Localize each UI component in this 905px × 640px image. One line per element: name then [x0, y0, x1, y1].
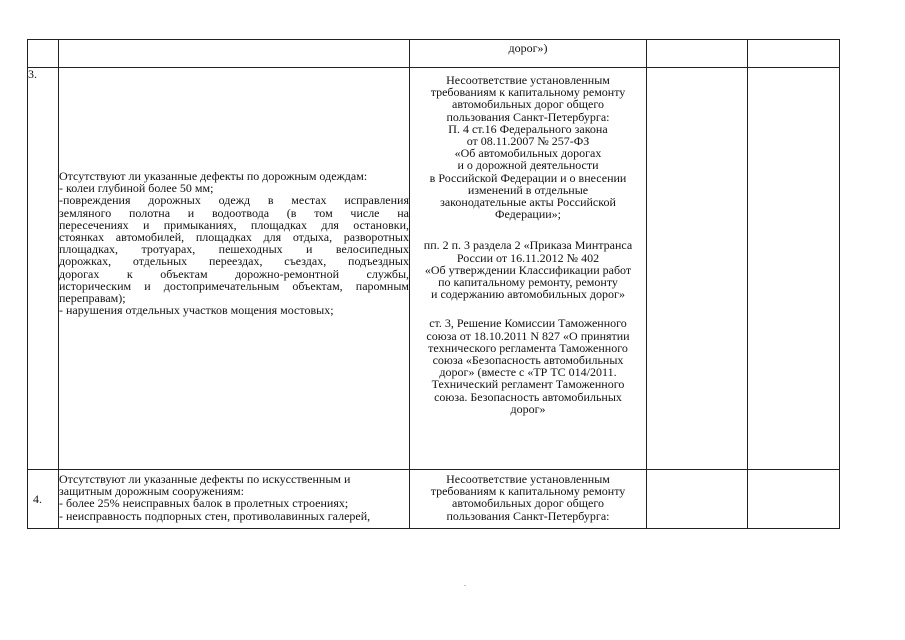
requirement-line: от 08.11.2007 № 257-ФЗ	[466, 134, 590, 149]
question-line: - колеи глубиной более 50 мм;	[59, 181, 214, 196]
row-number: 4.	[33, 491, 42, 506]
requirement-line: «Об автомобильных дорогах	[454, 146, 602, 161]
row-number-cell	[28, 40, 59, 68]
question-text	[59, 170, 409, 316]
question-cell	[59, 68, 410, 470]
question-line: Отсутствуют ли указанные дефекты по дорожным одеждам:	[59, 169, 368, 183]
requirement-line: дорог»	[510, 401, 546, 416]
requirement-line: Федерации»;	[494, 207, 561, 222]
requirement-block-1	[410, 473, 646, 522]
requirement-line: дорог» (вместе с «ТР ТС 014/2011.	[439, 365, 617, 380]
question-line: переправам);	[59, 291, 126, 306]
question-cell	[59, 40, 410, 68]
question-line: - более 25% неисправных балок в пролетных строениях;	[59, 496, 349, 511]
table-row	[28, 68, 840, 470]
table-row	[28, 40, 840, 68]
requirement-line: П. 4 ст.16 Федерального закона	[448, 121, 608, 136]
requirement-line: требованиям к капитальному ремонту	[430, 484, 626, 499]
empty-cell	[647, 470, 748, 529]
question-text	[59, 473, 409, 522]
question-line: земляного полотна и водоотвода (в том числе на	[59, 205, 409, 220]
requirement-line: и содержанию автомобильных дорог»	[431, 287, 625, 302]
requirement-line: и о дорожной деятельности	[457, 158, 599, 173]
requirement-block-1	[410, 74, 646, 220]
question-line: дорогах к объектам дорожно-ремонтной службы,	[59, 266, 409, 281]
requirement-line: по капитальному ремонту, ремонту	[438, 275, 618, 290]
requirement-cell	[410, 68, 647, 470]
question-line: историческим и достопримечательным объектам, паромным	[59, 278, 409, 293]
requirement-line: ст. 3, Решение Комиссии Таможенного	[429, 316, 627, 331]
requirement-line: Несоответствие установленным	[446, 73, 610, 87]
requirement-line: союза от 18.10.2011 N 827 «О принятии	[426, 328, 630, 343]
table-row	[28, 470, 840, 529]
requirement-line: Несоответствие установленным	[446, 472, 610, 486]
empty-cell	[748, 68, 840, 470]
requirements-table	[27, 39, 840, 529]
scan-speck: .	[464, 579, 466, 588]
question-line: - нарушения отдельных участков мощения мостовых;	[59, 303, 334, 318]
question-line: - неисправность подпорных стен, противолавинных галерей,	[59, 508, 371, 523]
question-line: Отсутствуют ли указанные дефекты по искусственным и	[59, 472, 351, 486]
requirement-line: пользования Санкт-Петербурга:	[446, 508, 610, 523]
question-line: дорожках, отдельных переездах, съездах, подъездных	[59, 254, 409, 269]
question-line: защитным дорожным сооружениям:	[59, 484, 244, 499]
row-number: 3.	[28, 67, 37, 81]
requirement-cell	[410, 470, 647, 529]
empty-cell	[647, 40, 748, 68]
question-line: -повреждения дорожных одежд в местах исправления	[59, 193, 409, 208]
requirement-line: технического регламента Таможенного	[428, 340, 628, 355]
requirement-line: автомобильных дорог общего	[452, 496, 604, 511]
requirement-line: России от 16.11.2012 № 402	[456, 250, 600, 265]
requirement-line: изменений в отдельные	[467, 182, 589, 197]
requirement-line: «Об утверждении Классификации работ	[424, 262, 632, 277]
requirement-line: автомобильных дорог общего	[452, 97, 604, 112]
requirement-block-2	[410, 239, 646, 300]
requirement-line: союза «Безопасность автомобильных	[432, 353, 624, 368]
question-cell	[59, 470, 410, 529]
requirement-line: дорог»)	[508, 41, 548, 55]
requirement-line: законодательные акты Российской	[440, 195, 616, 210]
question-line: пересечениях и примыканиях, площадках для остановки,	[59, 217, 409, 232]
empty-cell	[748, 470, 840, 529]
requirement-line: пп. 2 п. 3 раздела 2 «Приказа Минтранса	[423, 238, 633, 253]
requirement-cell	[410, 40, 647, 68]
empty-cell	[748, 40, 840, 68]
question-line: стоянках автомобилей, площадках для отдыха, разворотных	[59, 230, 409, 245]
question-line: площадках, тротуарах, пешеходных и велосипедных	[59, 242, 409, 257]
requirement-line: союза. Безопасность автомобильных	[434, 389, 622, 404]
requirement-line: пользования Санкт-Петербурга:	[446, 109, 610, 124]
requirement-line: Технический регламент Таможенного	[431, 377, 625, 392]
requirement-line: требованиям к капитальному ремонту	[430, 85, 626, 100]
requirement-block-3	[410, 317, 646, 415]
empty-cell	[647, 68, 748, 470]
requirement-line: в Российской Федерации и о внесении	[429, 170, 627, 185]
row-number-cell	[28, 68, 59, 470]
row-number-cell	[28, 470, 59, 529]
